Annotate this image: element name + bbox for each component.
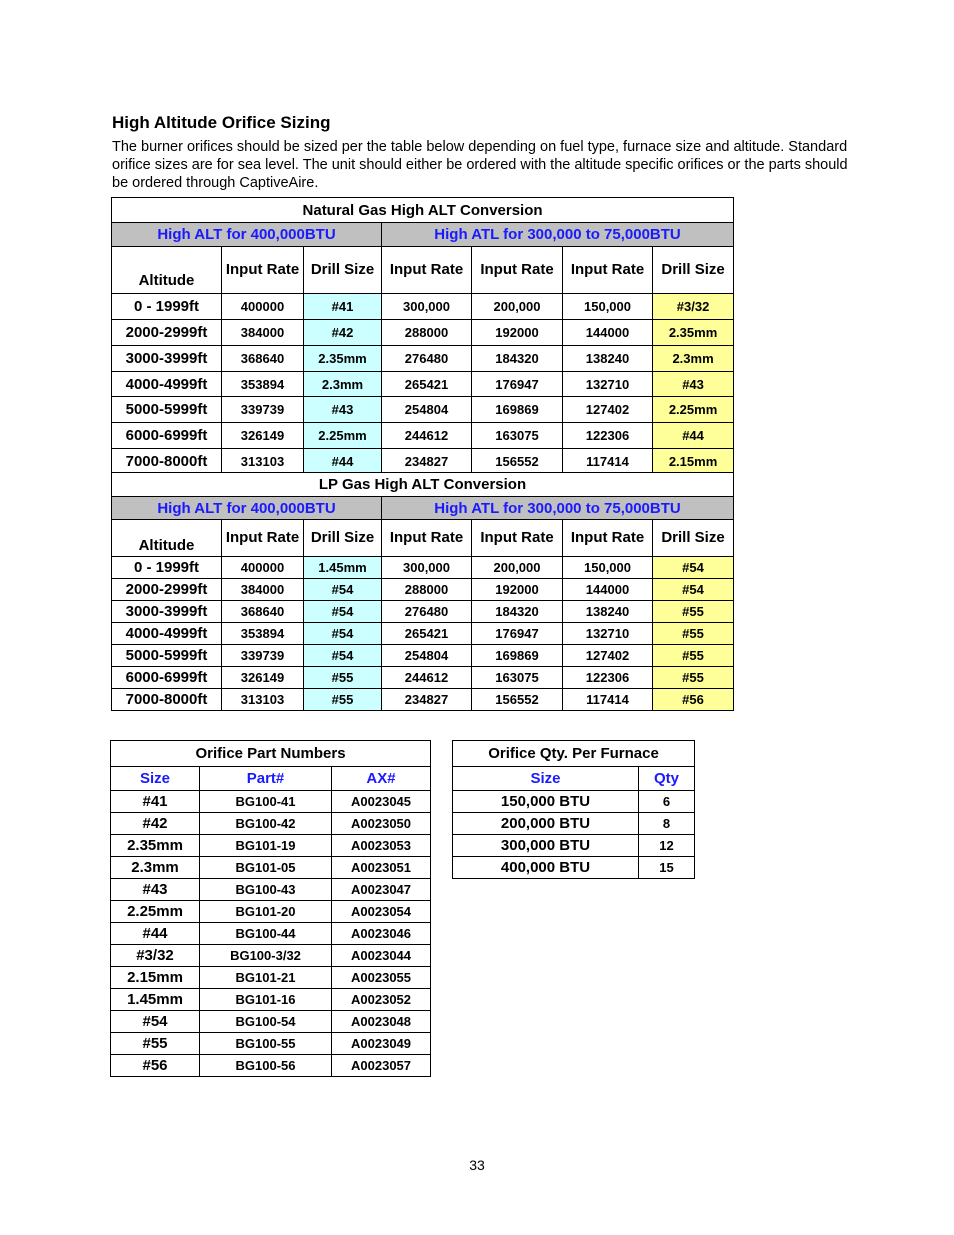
input-rate-cell: 400000 [222,557,304,579]
ax-number-cell: A0023057 [332,1055,431,1077]
input-rate-cell: 163075 [472,423,563,449]
header-drill-size: Drill Size [653,520,734,557]
input-rate-cell: 384000 [222,320,304,346]
table-row [111,1033,431,1055]
input-rate-cell: 234827 [382,449,472,475]
input-rate-cell: 176947 [472,372,563,397]
header-input-rate: Input Rate [222,247,304,294]
input-rate-cell: 132710 [563,623,653,645]
input-rate-cell: 117414 [563,449,653,475]
input-rate-cell: 300,000 [382,294,472,320]
header-drill-size: Drill Size [304,247,382,294]
ax-number-cell: A0023055 [332,967,431,989]
table-row [453,813,695,835]
size-cell: 1.45mm [111,989,200,1011]
drill-size-cell: #43 [653,372,734,397]
altitude-cell: 2000-2999ft [112,579,222,601]
altitude-cell: 6000-6999ft [112,667,222,689]
ax-number-cell: A0023054 [332,901,431,923]
drill-size-cell: 2.35mm [653,320,734,346]
input-rate-cell: 265421 [382,623,472,645]
drill-size-cell: 2.25mm [304,423,382,449]
input-rate-cell: 163075 [472,667,563,689]
drill-size-cell: 2.35mm [304,346,382,372]
drill-size-cell: #55 [653,645,734,667]
ax-number-cell: A0023044 [332,945,431,967]
input-rate-cell: 127402 [563,645,653,667]
drill-size-cell: #44 [304,449,382,475]
input-rate-cell: 265421 [382,372,472,397]
input-rate-cell: 326149 [222,423,304,449]
part-number-cell: BG100-56 [200,1055,332,1077]
size-cell: #54 [111,1011,200,1033]
altitude-cell: 2000-2999ft [112,320,222,346]
table-row [112,557,734,579]
drill-size-cell: #3/32 [653,294,734,320]
drill-size-cell: #54 [304,623,382,645]
qty-cell: 8 [639,813,695,835]
parts-title: Orifice Part Numbers [111,741,431,767]
lp-group-left: High ALT for 400,000BTU [112,497,382,520]
drill-size-cell: 2.25mm [653,397,734,423]
table-row [112,667,734,689]
drill-size-cell: #44 [653,423,734,449]
header-drill-size: Drill Size [304,520,382,557]
size-cell: 200,000 BTU [453,813,639,835]
altitude-cell: 0 - 1999ft [112,557,222,579]
part-number-cell: BG100-44 [200,923,332,945]
drill-size-cell: 2.3mm [304,372,382,397]
input-rate-cell: 368640 [222,601,304,623]
table-row [111,879,431,901]
drill-size-cell: #54 [304,601,382,623]
header-altitude: Altitude [112,247,222,294]
table-row [111,967,431,989]
input-rate-cell: 313103 [222,689,304,711]
input-rate-cell: 200,000 [472,294,563,320]
size-cell: #42 [111,813,200,835]
input-rate-cell: 288000 [382,320,472,346]
input-rate-cell: 122306 [563,423,653,449]
input-rate-cell: 192000 [472,320,563,346]
altitude-cell: 5000-5999ft [112,645,222,667]
qty-title: Orifice Qty. Per Furnace [453,741,695,767]
input-rate-cell: 156552 [472,449,563,475]
table-row [111,813,431,835]
size-cell: #56 [111,1055,200,1077]
input-rate-cell: 156552 [472,689,563,711]
orifice-part-numbers-table [110,740,431,1077]
header-input-rate: Input Rate [472,520,563,557]
input-rate-cell: 200,000 [472,557,563,579]
lp-group-right: High ATL for 300,000 to 75,000BTU [382,497,734,520]
table-row [111,945,431,967]
size-cell: 2.3mm [111,857,200,879]
input-rate-cell: 254804 [382,645,472,667]
input-rate-cell: 368640 [222,346,304,372]
input-rate-cell: 339739 [222,645,304,667]
table-row [112,579,734,601]
size-cell: 2.15mm [111,967,200,989]
input-rate-cell: 150,000 [563,557,653,579]
input-rate-cell: 169869 [472,397,563,423]
altitude-cell: 3000-3999ft [112,346,222,372]
altitude-cell: 5000-5999ft [112,397,222,423]
input-rate-cell: 244612 [382,423,472,449]
input-rate-cell: 288000 [382,579,472,601]
qty-cell: 12 [639,835,695,857]
input-rate-cell: 300,000 [382,557,472,579]
input-rate-cell: 400000 [222,294,304,320]
size-cell: #3/32 [111,945,200,967]
drill-size-cell: #54 [304,579,382,601]
part-number-cell: BG100-42 [200,813,332,835]
table-row [112,601,734,623]
input-rate-cell: 244612 [382,667,472,689]
qty-header-size: Size [453,767,639,791]
input-rate-cell: 326149 [222,667,304,689]
drill-size-cell: #54 [653,557,734,579]
input-rate-cell: 132710 [563,372,653,397]
table-row [111,989,431,1011]
input-rate-cell: 176947 [472,623,563,645]
ax-number-cell: A0023046 [332,923,431,945]
part-number-cell: BG100-3/32 [200,945,332,967]
input-rate-cell: 276480 [382,346,472,372]
size-cell: #44 [111,923,200,945]
table-row [112,346,734,372]
header-drill-size: Drill Size [653,247,734,294]
size-cell: 150,000 BTU [453,791,639,813]
input-rate-cell: 169869 [472,645,563,667]
input-rate-cell: 117414 [563,689,653,711]
part-number-cell: BG101-05 [200,857,332,879]
header-altitude: Altitude [112,520,222,557]
input-rate-cell: 127402 [563,397,653,423]
ax-number-cell: A0023048 [332,1011,431,1033]
drill-size-cell: 2.3mm [653,346,734,372]
header-input-rate: Input Rate [472,247,563,294]
table-row [112,623,734,645]
header-input-rate: Input Rate [382,247,472,294]
lp-gas-table [111,472,734,711]
part-number-cell: BG100-54 [200,1011,332,1033]
altitude-cell: 3000-3999ft [112,601,222,623]
parts-header-part: Part# [200,767,332,791]
altitude-cell: 6000-6999ft [112,423,222,449]
input-rate-cell: 144000 [563,320,653,346]
input-rate-cell: 122306 [563,667,653,689]
table-row [112,449,734,475]
table-row [111,1055,431,1077]
input-rate-cell: 184320 [472,346,563,372]
drill-size-cell: 2.15mm [653,449,734,475]
ax-number-cell: A0023049 [332,1033,431,1055]
drill-size-cell: #54 [304,645,382,667]
input-rate-cell: 353894 [222,623,304,645]
table-row [111,857,431,879]
natural-group-left: High ALT for 400,000BTU [112,223,382,247]
qty-header-qty: Qty [639,767,695,791]
drill-size-cell: #55 [304,667,382,689]
input-rate-cell: 313103 [222,449,304,475]
qty-cell: 6 [639,791,695,813]
orifice-qty-table [452,740,695,879]
table-row [111,791,431,813]
table-row [112,689,734,711]
page-number: 33 [469,1157,485,1173]
header-input-rate: Input Rate [382,520,472,557]
input-rate-cell: 150,000 [563,294,653,320]
drill-size-cell: #55 [653,623,734,645]
ax-number-cell: A0023047 [332,879,431,901]
parts-header-ax: AX# [332,767,431,791]
input-rate-cell: 144000 [563,579,653,601]
qty-cell: 15 [639,857,695,879]
size-cell: #55 [111,1033,200,1055]
header-input-rate: Input Rate [563,520,653,557]
part-number-cell: BG101-19 [200,835,332,857]
part-number-cell: BG101-16 [200,989,332,1011]
table-row [453,791,695,813]
ax-number-cell: A0023053 [332,835,431,857]
table-row [111,1011,431,1033]
table-row [453,857,695,879]
part-number-cell: BG101-21 [200,967,332,989]
part-number-cell: BG100-43 [200,879,332,901]
table-row [112,423,734,449]
size-cell: #41 [111,791,200,813]
natural-gas-title: Natural Gas High ALT Conversion [112,198,734,223]
size-cell: 300,000 BTU [453,835,639,857]
natural-gas-table [111,197,734,475]
altitude-cell: 7000-8000ft [112,449,222,475]
input-rate-cell: 353894 [222,372,304,397]
input-rate-cell: 276480 [382,601,472,623]
table-row [111,835,431,857]
ax-number-cell: A0023045 [332,791,431,813]
altitude-cell: 4000-4999ft [112,372,222,397]
size-cell: 2.35mm [111,835,200,857]
drill-size-cell: #54 [653,579,734,601]
part-number-cell: BG100-41 [200,791,332,813]
part-number-cell: BG101-20 [200,901,332,923]
input-rate-cell: 234827 [382,689,472,711]
table-row [112,372,734,397]
size-cell: 2.25mm [111,901,200,923]
drill-size-cell: #42 [304,320,382,346]
table-row [112,294,734,320]
drill-size-cell: 1.45mm [304,557,382,579]
input-rate-cell: 138240 [563,346,653,372]
size-cell: 400,000 BTU [453,857,639,879]
altitude-cell: 4000-4999ft [112,623,222,645]
input-rate-cell: 339739 [222,397,304,423]
altitude-cell: 7000-8000ft [112,689,222,711]
input-rate-cell: 192000 [472,579,563,601]
table-row [112,645,734,667]
table-row [112,397,734,423]
ax-number-cell: A0023050 [332,813,431,835]
table-row [453,835,695,857]
ax-number-cell: A0023052 [332,989,431,1011]
drill-size-cell: #55 [304,689,382,711]
header-input-rate: Input Rate [222,520,304,557]
table-row [112,320,734,346]
lp-gas-title: LP Gas High ALT Conversion [112,473,734,497]
drill-size-cell: #41 [304,294,382,320]
drill-size-cell: #56 [653,689,734,711]
input-rate-cell: 254804 [382,397,472,423]
input-rate-cell: 384000 [222,579,304,601]
size-cell: #43 [111,879,200,901]
drill-size-cell: #43 [304,397,382,423]
drill-size-cell: #55 [653,601,734,623]
header-input-rate: Input Rate [563,247,653,294]
table-row [111,923,431,945]
altitude-cell: 0 - 1999ft [112,294,222,320]
drill-size-cell: #55 [653,667,734,689]
parts-header-size: Size [111,767,200,791]
natural-group-right: High ATL for 300,000 to 75,000BTU [382,223,734,247]
page-heading: High Altitude Orifice Sizing [112,113,331,132]
table-row [111,901,431,923]
part-number-cell: BG100-55 [200,1033,332,1055]
ax-number-cell: A0023051 [332,857,431,879]
input-rate-cell: 184320 [472,601,563,623]
intro-paragraph: The burner orifices should be sized per the table below depending on fuel type, furnace size and altitude. Standard orifice sizes are for sea level. The unit should either be ordered with the altitude specific orifices or the parts should be ordered through CaptiveAire. [112,139,848,191]
input-rate-cell: 138240 [563,601,653,623]
